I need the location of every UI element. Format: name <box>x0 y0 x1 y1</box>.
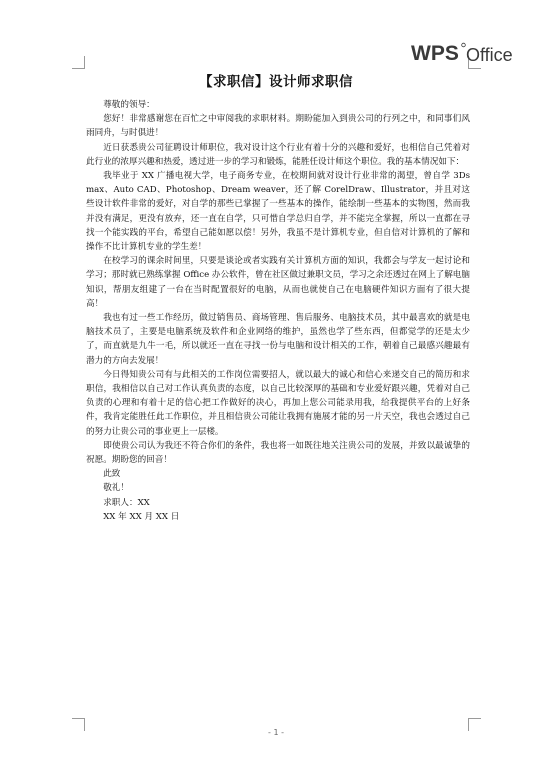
letter-applicant: 求职人：XX <box>103 497 150 508</box>
wps-office-logo-graphic <box>411 40 515 66</box>
letter-closing-line: 此致 <box>103 469 121 480</box>
page-number: - 1 - <box>268 728 284 737</box>
letter-paragraph: 即使贵公司认为我还不符合你们的条件，我也将一如既往地关注贵公司的发展，并致以最诚挚的祝愿。期盼您的回音！ <box>86 440 470 466</box>
letter-greeting: 尊敬的领导： <box>103 100 155 110</box>
svg-text:Office: Office <box>466 45 513 65</box>
letter-paragraph: 今日得知贵公司有与此相关的工作岗位需要招人，就以最大的诚心和信心来递交自己的简历和求职信，我相信以自己对工作认真负责的态度，以自己比较深厚的基础和专业爱好跟兴趣，凭着对自己负责的心理和有着十足的信心把工作做好的决心，再加上您公司能录用我，给我提供平台的上好条件，我肯定能胜任此工作职位，并且相信贵公司能让我拥有施展才能的另一片天空，我也会透过自己的努力让贵公司的事业更上一层楼。 <box>86 369 470 437</box>
letter-paragraph: 您好！非常感谢您在百忙之中审阅我的求职材料。期盼能加入到贵公司的行列之中，和同事们风雨同舟，与时俱进！ <box>86 114 470 139</box>
wps-office-logo <box>411 40 515 66</box>
letter-closing-line: 敬礼！ <box>103 483 129 494</box>
document-title: 【求职信】设计师求职信 <box>199 74 353 90</box>
svg-text:WPS: WPS <box>411 42 459 65</box>
letter-paragraph: 我毕业于 XX 广播电视大学，电子商务专业，在校期间就对设计行业非常的渴望，曾自学 3Ds max、Auto CAD、Photoshop、Dream weaver，还了解 CorelDraw、Illustrator，并且对这些设计软件非常的爱好，对自学的那些已掌握了一些基本的操作，能绘制一些基本的实物图，然而我并没有满足，更没有放弃，还一直在自学，只可惜自学总归自学，并不能完全掌握，所以一直都在寻找一个能实践的平台，希望自己能如愿以偿！另外，我虽不是计算机专业，但自信对计算机的了解和操作不比计算机专业的学生差！ <box>86 171 470 253</box>
crop-mark-top-left <box>72 56 85 69</box>
letter-body <box>86 98 470 524</box>
letter-paragraph: 在校学习的课余时间里，只要是谈论或者实践有关计算机方面的知识，我都会与学友一起讨论和学习；那时就已熟练掌握 Office 办公软件，曾在社区做过兼职文员，学习之余还透过在网上了解电脑知识，帮朋友组建了一台在当时配置很好的电脑，从而也就使自己在电脑硬件知识方面有了很大提高！ <box>86 256 470 309</box>
letter-paragraph: 我也有过一些工作经历，做过销售员、商场管理、售后服务、电脑技术员，其中最喜欢的就是电脑技术员了，主要是电脑系统及软件和企业网络的维护，虽然也学了些东西，但都觉学的还是太少了，而直就是九牛一毛，所以就还一直在寻找一份与电脑和设计相关的工作，朝着自己最感兴趣最有潜力的方向去发展！ <box>86 313 470 366</box>
letter-paragraph: 近日获悉贵公司征聘设计师职位，我对设计这个行业有着十分的兴趣和爱好，也相信自己凭着对此行业的浓厚兴趣和热爱，透过进一步的学习和锻炼，能胜任设计师这个职位。我的基本情况如下： <box>86 142 470 167</box>
letter-date: XX 年 XX 月 XX 日 <box>103 511 180 522</box>
